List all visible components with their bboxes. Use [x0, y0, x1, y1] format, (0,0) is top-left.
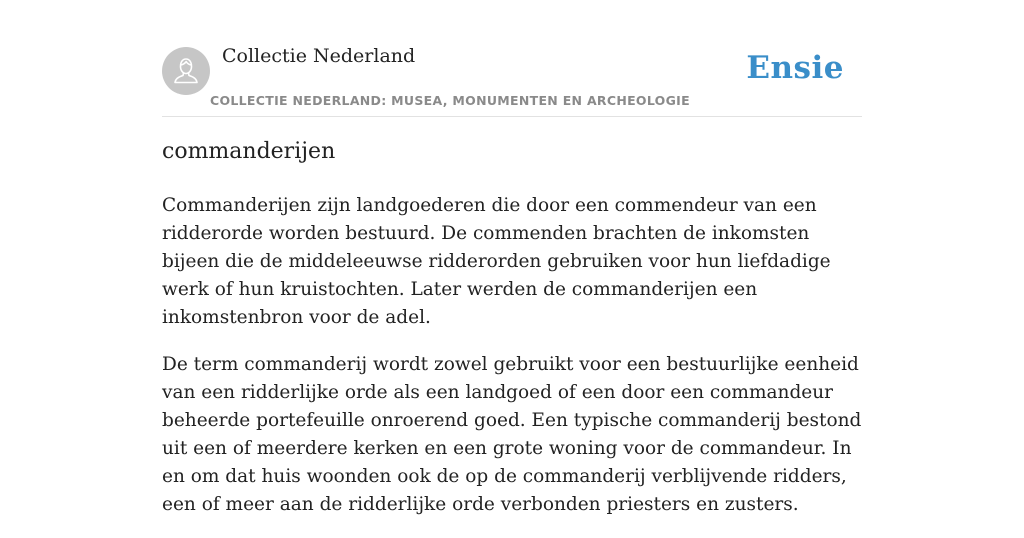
source-header — [162, 0, 862, 117]
article-title: commanderijen — [162, 139, 336, 164]
source-avatar[interactable] — [162, 47, 210, 95]
source-name[interactable]: Collectie Nederland — [222, 45, 416, 67]
article-paragraph: Commanderijen zijn landgoederen die door een commendeur van een ridderorde worden bestuurd. De commenden brachten de inkomsten bijeen die de middeleeuwse ridderorden gebruiken voor hun liefdadige werk of hun kruistochten. Later werden de commanderijen een inkomstenbron voor de adel. — [162, 195, 831, 328]
article-paragraph: De term commanderij wordt zowel gebruikt voor een bestuurlijke eenheid van een ridderlijke orde als een landgoed of een door een commandeur beheerde portefeuille onroerend goed. Een typische commanderij bestond uit een of meerdere kerken en een grote woning voor de commandeur. In en om dat huis woonden ook de op de commanderij verblijvende ridders, een of meer aan de ridderlijke orde verbonden priesters en zusters. — [162, 354, 862, 515]
user-icon — [162, 47, 210, 95]
source-subtitle[interactable]: COLLECTIE NEDERLAND: MUSEA, MONUMENTEN EN ARCHEOLOGIE — [210, 93, 690, 108]
brand-logo[interactable]: Ensie — [746, 50, 844, 86]
article-page — [162, 0, 862, 515]
article-body — [162, 192, 862, 538]
